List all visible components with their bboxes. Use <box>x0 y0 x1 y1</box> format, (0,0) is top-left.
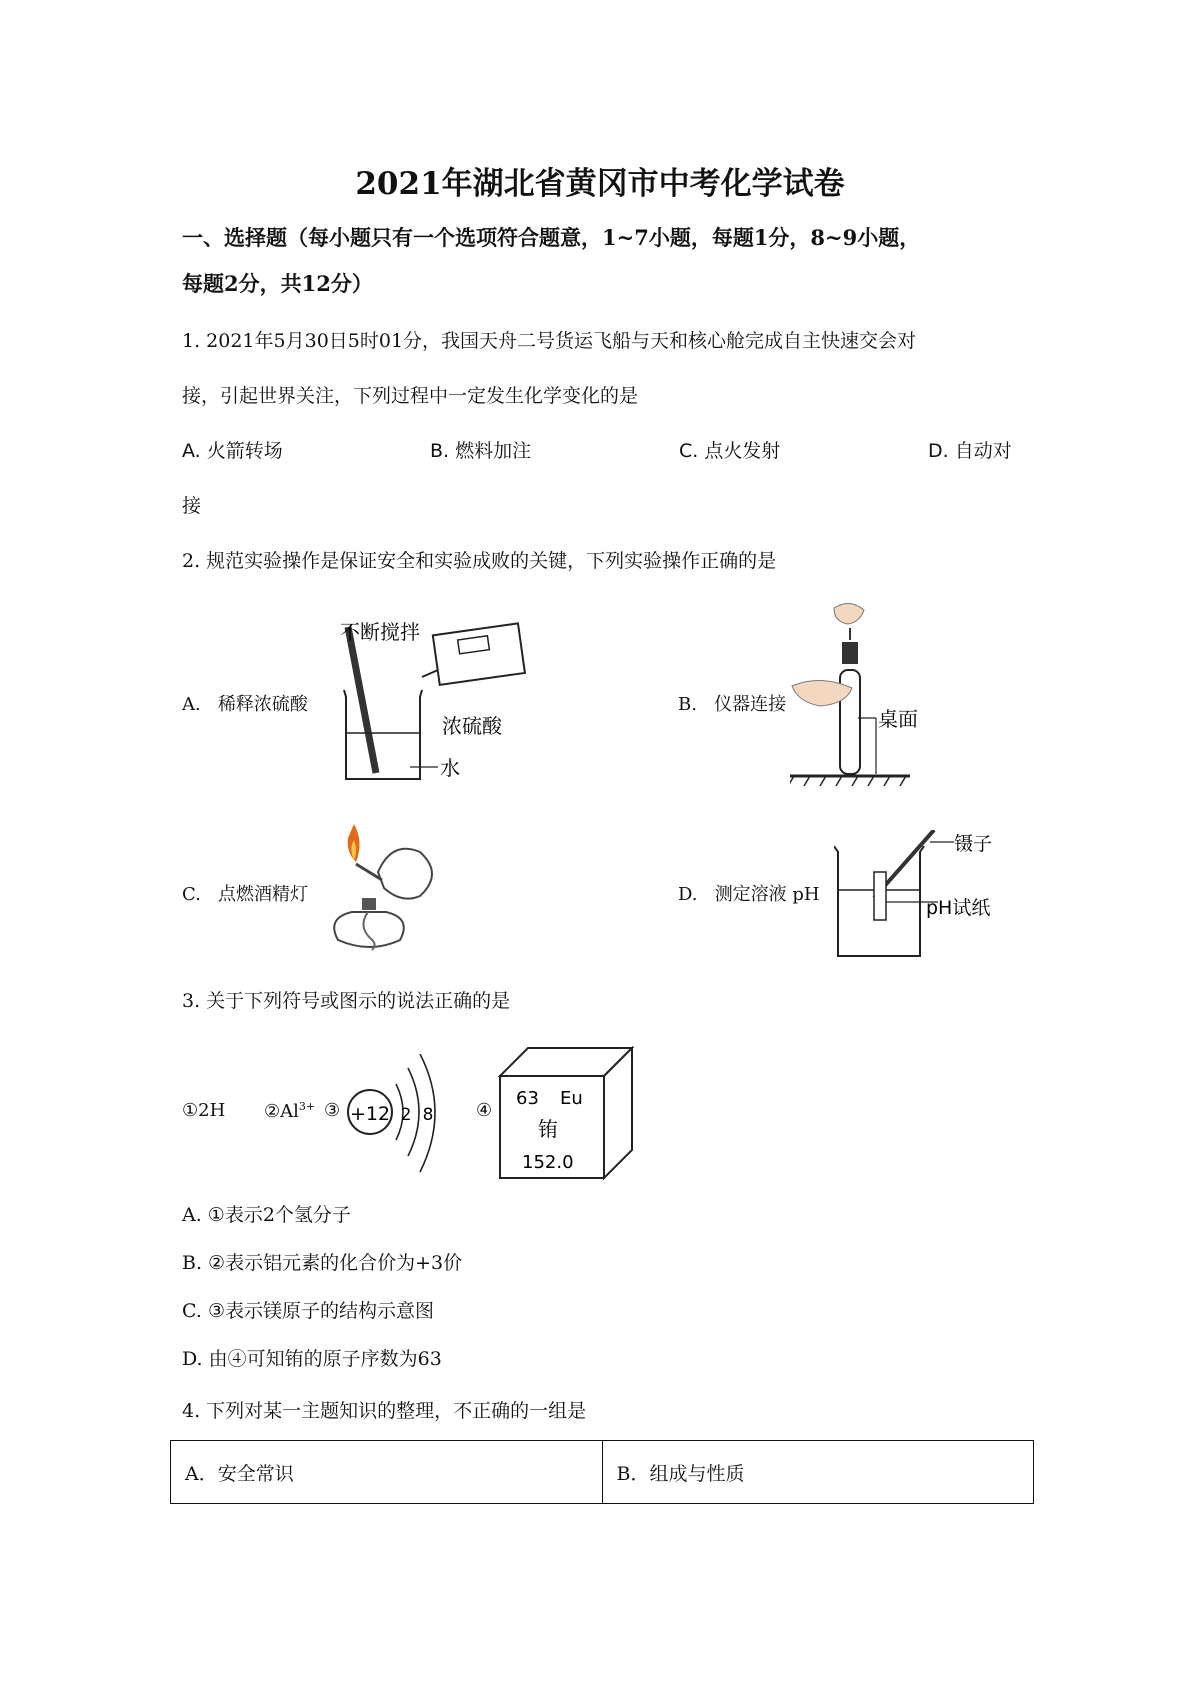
hand-bottom <box>792 680 852 706</box>
lamp-body <box>334 912 404 947</box>
beaker <box>344 690 422 779</box>
label-acid: 浓硫酸 <box>442 714 502 738</box>
figure-dilute-acid <box>340 615 540 790</box>
q3-symbol-2: $②Al^{3+}$ <box>264 1100 316 1122</box>
figure-ph-test <box>834 830 1014 960</box>
q1-stem-line1: 1. 2021年5月30日5时01分，我国天舟二号货运飞船与天和核心舱完成自主快速交会对 <box>182 330 917 352</box>
q3-symbol-3: ③ <box>324 1100 341 1121</box>
q1-stem-line2: 接，引起世界关注，下列过程中一定发生化学变化的是 <box>182 385 639 407</box>
label-ph-paper: pH试纸 <box>926 897 991 919</box>
q4-table <box>170 1440 1034 1504</box>
page-title: 2021年湖北省黄冈市中考化学试卷 <box>355 166 845 202</box>
rubber-stopper <box>842 642 858 664</box>
q2-option-d[interactable]: D. 测定溶液 pH <box>678 884 820 905</box>
label-water: 水 <box>440 756 460 780</box>
q1-option-c[interactable]: C. 点火发射 <box>679 440 781 462</box>
q3-symbol-1: ①2H <box>182 1100 226 1121</box>
element-card <box>498 1046 634 1180</box>
shell-1-count: 2 <box>400 1105 412 1125</box>
glass-rod <box>348 627 376 773</box>
q1-option-b[interactable]: B. 燃料加注 <box>430 440 532 462</box>
lamp-cap <box>362 898 376 910</box>
q1-option-a[interactable]: A. 火箭转场 <box>182 440 283 462</box>
q1-option-d-wrap: 接 <box>182 495 202 517</box>
label-tweezers: 镊子 <box>954 833 993 855</box>
label-table: 桌面 <box>878 707 918 731</box>
pour-stream <box>422 670 438 677</box>
q3-symbol-4: ④ <box>476 1100 493 1121</box>
ph-paper <box>874 872 886 920</box>
q2-option-a[interactable]: A. 稀释浓硫酸 <box>182 694 308 715</box>
atomic-mass: 152.0 <box>522 1152 574 1173</box>
q4-cell-b: B．组成与性质 <box>602 1441 1034 1504</box>
element-symbol: Eu <box>560 1088 583 1109</box>
q3-option-b[interactable]: B. ②表示铝元素的化合价为+3价 <box>182 1252 463 1274</box>
lamp-wick <box>363 912 374 950</box>
q4-stem: 4. 下列对某一主题知识的整理，不正确的一组是 <box>182 1400 587 1422</box>
q1-option-d[interactable]: D. 自动对 <box>928 440 1012 462</box>
table-row <box>171 1441 1034 1504</box>
element-name: 铕 <box>538 1117 558 1141</box>
atom-structure-diagram <box>346 1054 452 1178</box>
hand-top <box>834 603 864 624</box>
section-heading-line2: 每题2分，共12分） <box>182 271 373 296</box>
q2-option-b[interactable]: B. 仪器连接 <box>678 694 787 715</box>
q3-option-c[interactable]: C. ③表示镁原子的结构示意图 <box>182 1300 434 1322</box>
tilted-lamp <box>378 849 432 899</box>
q3-option-a[interactable]: A. ①表示2个氢分子 <box>182 1204 351 1226</box>
figure-alcohol-lamp <box>322 822 452 958</box>
q2-option-c[interactable]: C. 点燃酒精灯 <box>182 884 309 905</box>
figure-connection <box>790 598 930 796</box>
shell-2-count: 8 <box>422 1105 434 1125</box>
nucleus-charge: +12 <box>349 1103 391 1125</box>
atomic-number: 63 <box>516 1088 539 1109</box>
acid-bottle <box>433 623 525 684</box>
q3-option-d[interactable]: D. 由④可知铕的原子序数为63 <box>182 1348 442 1370</box>
q3-stem: 3. 关于下列符号或图示的说法正确的是 <box>182 990 511 1012</box>
q2-stem: 2. 规范实验操作是保证安全和实验成败的关键，下列实验操作正确的是 <box>182 550 777 572</box>
section-heading-line1: 一、选择题（每小题只有一个选项符合题意，1~7小题，每题1分，8~9小题， <box>182 225 921 250</box>
label-stir: 不断搅拌 <box>340 620 420 644</box>
q4-cell-a: A．安全常识 <box>171 1441 603 1504</box>
